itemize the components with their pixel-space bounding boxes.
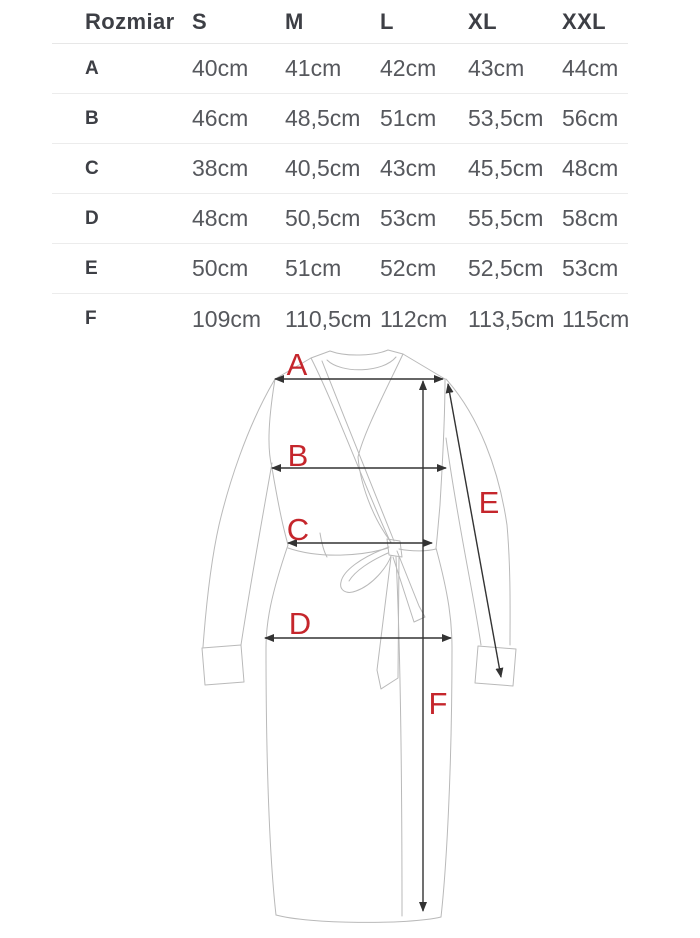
- measurement-label-a: A: [286, 347, 308, 382]
- measurement-cell: 115cm: [562, 305, 630, 332]
- body-side-right-path: [436, 379, 445, 548]
- column-header-xl: XL: [468, 8, 497, 34]
- measurement-cell: 45,5cm: [468, 155, 544, 181]
- size-table: [52, 0, 628, 344]
- column-header-m: M: [285, 8, 304, 34]
- waist-dart-path: [320, 533, 327, 557]
- row-label: B: [85, 107, 100, 129]
- measurement-cell: 53cm: [562, 255, 619, 281]
- measurement-cell: 50cm: [192, 255, 249, 281]
- measurement-cell: 113,5cm: [468, 305, 555, 332]
- hem-path: [276, 915, 441, 922]
- measurement-cell: 44cm: [562, 55, 619, 81]
- bow-knot-path: [387, 539, 402, 557]
- body-side-left-path: [269, 379, 288, 545]
- measurement-cell: 43cm: [468, 55, 525, 81]
- cuff-left-path: [202, 645, 244, 685]
- column-header-l: L: [380, 8, 394, 34]
- back-neckline-path: [327, 357, 396, 370]
- measurement-cell: 38cm: [192, 155, 249, 181]
- measurement-cell: 42cm: [380, 55, 437, 81]
- measurement-cell: 52,5cm: [468, 255, 544, 281]
- measurement-labels: [287, 347, 500, 721]
- measurement-cell: 53,5cm: [468, 105, 544, 131]
- table-row-f: [52, 294, 628, 344]
- measurement-cell: 50,5cm: [285, 205, 361, 231]
- row-label: E: [85, 257, 99, 279]
- table-row-c: [52, 144, 628, 194]
- skirt-right-path: [436, 548, 452, 917]
- measurement-cell: 55,5cm: [468, 205, 544, 231]
- row-label: D: [85, 207, 100, 229]
- bow-loop-path: [341, 547, 391, 592]
- measurement-cell: 48,5cm: [285, 105, 361, 131]
- measurement-cell: 48cm: [562, 155, 619, 181]
- measurement-cell: 56cm: [562, 105, 619, 131]
- skirt-left-path: [266, 545, 288, 915]
- table-row-b: [52, 94, 628, 144]
- measurement-cell: 112cm: [380, 305, 448, 332]
- measurement-label-e: E: [478, 485, 500, 520]
- column-header-rozmiar: Rozmiar: [85, 8, 175, 34]
- collar-top-path: [311, 350, 403, 358]
- measurement-label-b: B: [287, 438, 309, 473]
- lapel-right-path: [358, 354, 403, 542]
- measurement-cell: 53cm: [380, 205, 437, 231]
- measurement-arrow-e: [448, 384, 501, 677]
- measurement-cell: 51cm: [380, 105, 437, 131]
- sleeve-left-outer-path: [203, 379, 275, 647]
- table-row-e: [52, 244, 628, 294]
- row-label: A: [85, 57, 100, 79]
- waist-seam-right-path: [399, 549, 436, 551]
- dress-outline: [202, 350, 516, 922]
- column-header-s: S: [192, 8, 208, 34]
- measurement-cell: 109cm: [192, 305, 262, 332]
- measurement-cell: 41cm: [285, 55, 342, 81]
- sleeve-left-inner-path: [241, 463, 272, 645]
- measurement-label-d: D: [288, 606, 312, 641]
- measurement-cell: 52cm: [380, 255, 437, 281]
- measurement-cell: 40cm: [192, 55, 249, 81]
- bow-tail-wide-path: [377, 557, 399, 689]
- measurement-label-c: C: [286, 512, 310, 547]
- row-label: C: [85, 157, 100, 179]
- measurement-cell: 40,5cm: [285, 155, 361, 181]
- dress-size-diagram: [0, 343, 700, 938]
- measurement-cell: 58cm: [562, 205, 619, 231]
- measurement-cell: 46cm: [192, 105, 249, 131]
- table-row-a: [52, 44, 628, 94]
- dress-diagram-svg: [0, 343, 700, 933]
- lapel-left-inner-path: [322, 361, 394, 541]
- measurement-cell: 43cm: [380, 155, 437, 181]
- measurement-cell: 51cm: [285, 255, 342, 281]
- cuff-right-path: [475, 646, 516, 686]
- measurement-label-f: F: [428, 686, 448, 721]
- size-table-header-row: [52, 0, 628, 44]
- measurement-cell: 48cm: [192, 205, 249, 231]
- lapel-left-outer-path: [311, 358, 391, 543]
- measurement-cell: 110,5cm: [285, 305, 372, 332]
- shoulder-right-path: [403, 354, 445, 379]
- column-header-xxl: XXL: [562, 8, 606, 34]
- bow-loop-inner-path: [349, 553, 388, 581]
- row-label: F: [85, 308, 98, 329]
- table-row-d: [52, 194, 628, 244]
